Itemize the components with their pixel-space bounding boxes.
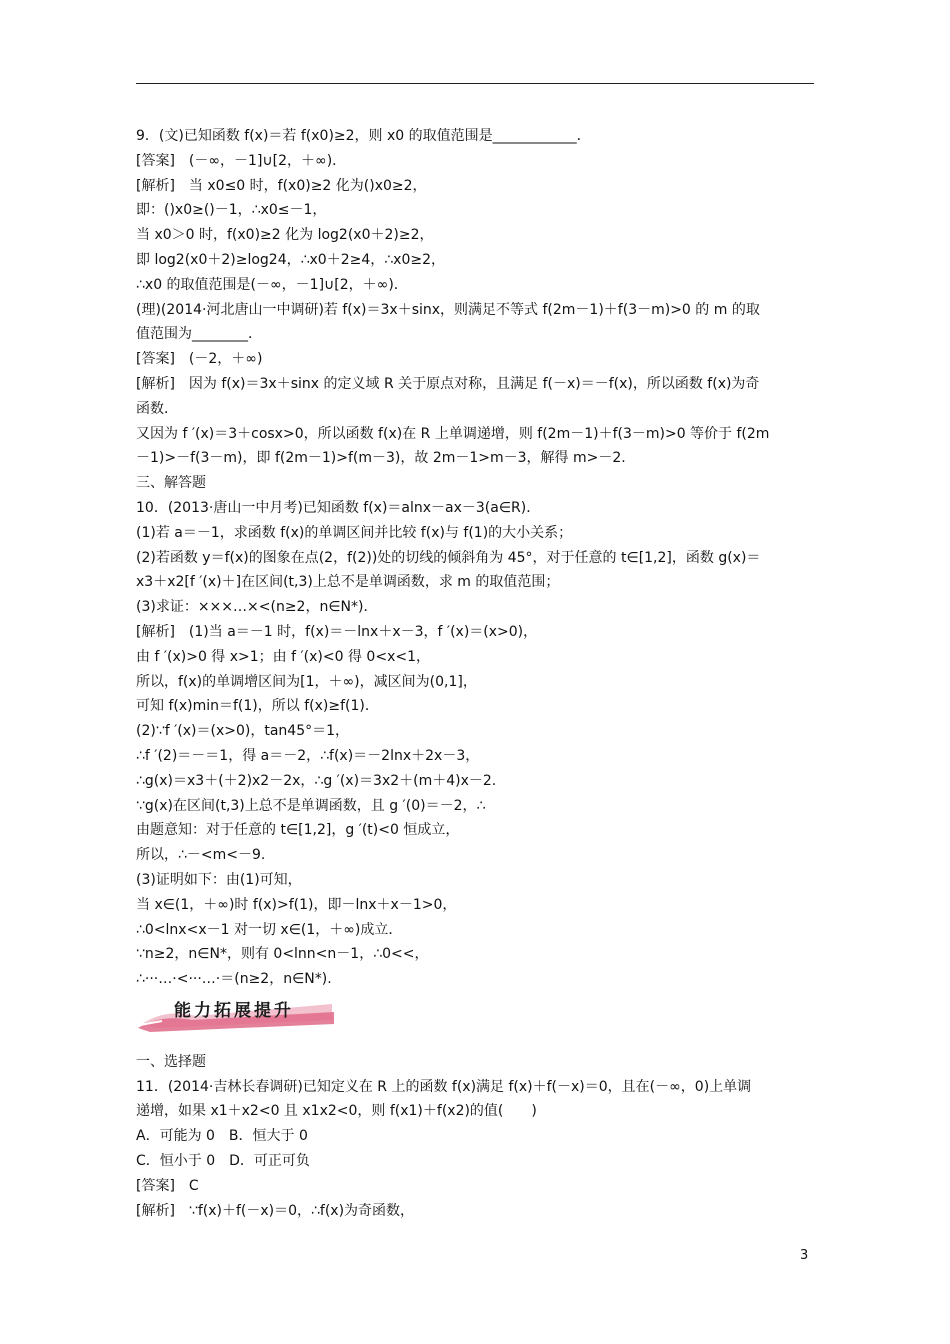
- text-line: 即：()x0≥()－1，∴x0≤－1，: [136, 202, 327, 219]
- text-line: [解析] (1)当 a＝－1 时，f(x)＝－lnx＋x－3，f ′(x)＝(x>0)，: [136, 623, 538, 640]
- solution-block: [136, 124, 816, 992]
- text-line: [答案] (－∞，－1]∪[2，＋∞)．: [136, 152, 347, 169]
- text-line: C．恒小于 0 D．可正可负: [136, 1153, 310, 1170]
- text-line: 当 x0＞0 时，f(x0)≥2 化为 log2(x0＋2)≥2，: [136, 227, 434, 244]
- text-line: ∴g(x)＝x3＋(＋2)x2－2x，∴g ′(x)＝3x2＋(m＋4)x－2.: [136, 772, 497, 789]
- text-line: 递增，如果 x1＋x2<0 且 x1x2<0，则 f(x1)＋f(x2)的值( ): [136, 1103, 537, 1120]
- text-line: A．可能为 0 B．恒大于 0: [136, 1128, 308, 1145]
- text-line: [答案] C: [136, 1177, 199, 1194]
- text-line: 即 log2(x0＋2)≥log24，∴x0＋2≥4，∴x0≥2，: [136, 251, 445, 268]
- text-line: 又因为 f ′(x)＝3＋cosx>0，所以函数 f(x)在 R 上单调递增，则 f(2m－1)＋f(3－m)>0 等价于 f(2m: [136, 425, 770, 442]
- text-line: [解析] ∵f(x)＋f(－x)＝0，∴f(x)为奇函数，: [136, 1202, 415, 1219]
- text-line: ∴f ′(2)＝－＝1，得 a＝－2，∴f(x)＝－2lnx＋2x－3，: [136, 747, 480, 764]
- text-line: ∴···…·<···…·＝(n≥2，n∈N*).: [136, 971, 332, 988]
- text-line: (3)求证：×××…×<(n≥2，n∈N*)．: [136, 599, 378, 616]
- text-line: 所以，f(x)的单调增区间为[1，＋∞)，减区间为(0,1]，: [136, 673, 477, 690]
- text-line: 由题意知：对于任意的 t∈[1,2]，g ′(t)<0 恒成立，: [136, 822, 460, 839]
- text-line: [解析] 当 x0≤0 时，f(x0)≥2 化为()x0≥2，: [136, 177, 427, 194]
- text-line: x3＋x2[f ′(x)＋]在区间(t,3)上总不是单调函数，求 m 的取值范围；: [136, 574, 560, 591]
- exercise-block: [136, 1050, 816, 1224]
- text-line: (2)∵f ′(x)＝(x>0)，tan45°＝1，: [136, 723, 350, 740]
- text-line: ∵g(x)在区间(t,3)上总不是单调函数，且 g ′(0)＝－2，∴: [136, 797, 486, 814]
- text-line: (1)若 a＝－1，求函数 f(x)的单调区间并比较 f(x)与 f(1)的大小关系；: [136, 524, 573, 541]
- text-line: －1)>－f(3－m)，即 f(2m－1)>f(m－3)，故 2m－1>m－3，解得 m>－2.: [136, 450, 626, 467]
- text-line: (理)(2014·河北唐山一中调研)若 f(x)＝3x＋sinx，则满足不等式 f(2m－1)＋f(3－m)>0 的 m 的取: [136, 301, 760, 318]
- text-line: (3)证明如下：由(1)可知，: [136, 871, 302, 888]
- text-line: (2)若函数 y＝f(x)的图象在点(2，f(2))处的切线的倾斜角为 45°，对于任意的 t∈[1,2]，函数 g(x)＝: [136, 549, 761, 566]
- text-line: ∴x0 的取值范围是(－∞，－1]∪[2，＋∞)．: [136, 276, 408, 293]
- section-banner: [136, 994, 336, 1032]
- text-line: 9．(文)已知函数 f(x)＝若 f(x0)≥2，则 x0 的取值范围是____________．: [136, 128, 591, 144]
- banner-title: 能力拓展提升: [174, 1000, 294, 1021]
- text-line: 所以，∴－<m<－9.: [136, 847, 266, 864]
- text-line: 当 x∈(1，＋∞)时 f(x)>f(1)，即－lnx＋x－1>0，: [136, 896, 457, 913]
- text-line: ∴0<lnx<x－1 对一切 x∈(1，＋∞)成立．: [136, 921, 403, 938]
- text-line: [解析] 因为 f(x)＝3x＋sinx 的定义域 R 关于原点对称，且满足 f(－x)＝－f(x)，所以函数 f(x)为奇: [136, 375, 760, 392]
- page-number: 3: [800, 1248, 809, 1263]
- text-line: 值范围为________．: [136, 326, 262, 343]
- document-body: [136, 124, 816, 1223]
- text-line: 函数．: [136, 400, 178, 417]
- text-line: 可知 f(x)min＝f(1)，所以 f(x)≥f(1)．: [136, 698, 379, 715]
- text-line: 10．(2013·唐山一中月考)已知函数 f(x)＝alnx－ax－3(a∈R)．: [136, 499, 541, 516]
- header-rule: [136, 83, 814, 84]
- text-line: 一、选择题: [136, 1053, 206, 1070]
- text-line: ∵n≥2，n∈N*，则有 0<lnn<n－1，∴0<<，: [136, 946, 429, 963]
- text-line: [答案] (－2，＋∞): [136, 351, 263, 368]
- text-line: 11．(2014·吉林长春调研)已知定义在 R 上的函数 f(x)满足 f(x)＋f(－x)＝0，且在(－∞，0)上单调: [136, 1078, 752, 1095]
- text-line: 三、解答题: [136, 475, 206, 492]
- text-line: 由 f ′(x)>0 得 x>1；由 f ′(x)<0 得 0<x<1，: [136, 648, 430, 665]
